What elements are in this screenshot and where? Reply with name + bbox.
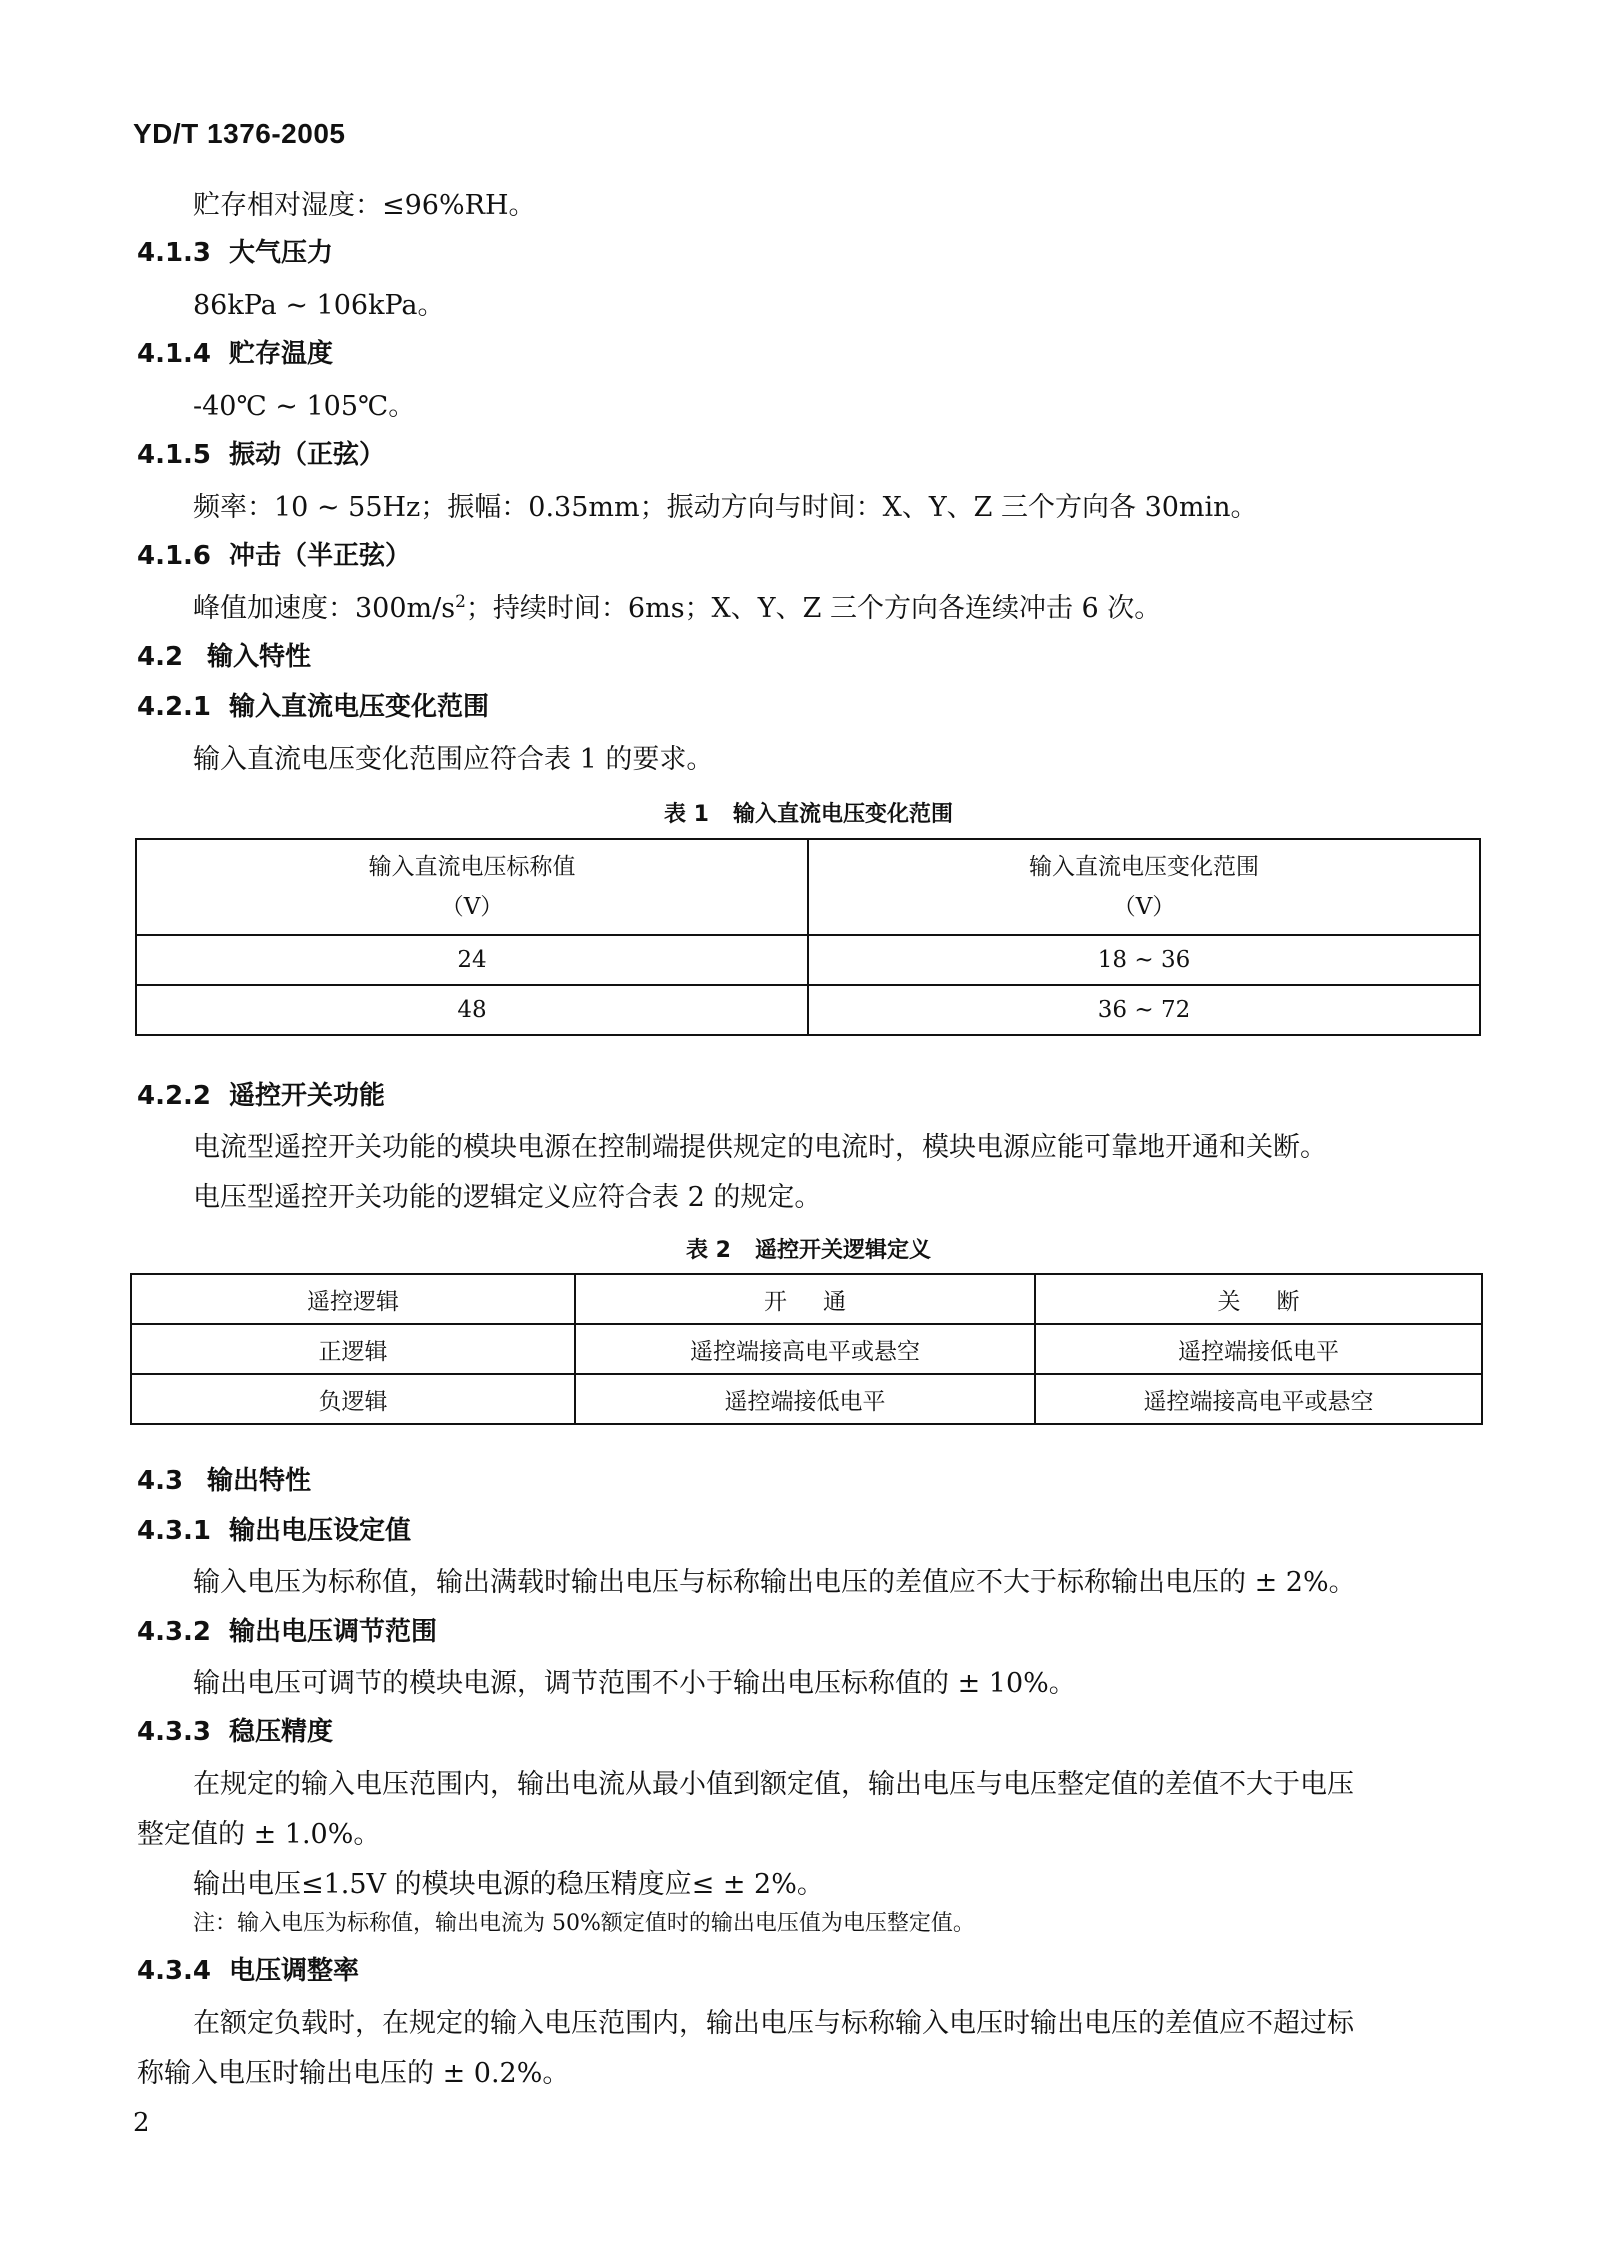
table-cell: 遥控端接高电平或悬空: [575, 1324, 1035, 1374]
section-4-3-3-text-1-line-1: 在规定的输入电压范围内，输出电流从最小值到额定值，输出电压与电压整定值的差值不大于电压: [193, 1769, 1354, 1800]
table-row: [131, 1374, 1482, 1424]
section-4-3-1-text: 输入电压为标称值，输出满载时输出电压与标称输出电压的差值应不大于标称输出电压的 ± 2%。: [193, 1567, 1356, 1598]
section-number: 4.1.5: [137, 440, 212, 470]
table-cell: 遥控端接高电平或悬空: [1035, 1374, 1482, 1424]
table-row: [131, 1324, 1482, 1374]
section-number: 4.3.4: [137, 1956, 212, 1986]
table-header-cell: [136, 839, 808, 935]
section-title: 大气压力: [229, 238, 334, 268]
standard-number: YD/T 1376-2005: [133, 118, 346, 149]
table-header-cell: 遥控逻辑: [131, 1274, 575, 1324]
column-header-unit: （V）: [440, 894, 504, 920]
table-row: [136, 985, 1480, 1035]
section-4-1-3-heading: [137, 232, 333, 269]
section-4-3-2-heading: [137, 1611, 437, 1648]
section-4-3-4-text-line-2: 称输入电压时输出电压的 ± 0.2%。: [137, 2058, 570, 2089]
section-number: 4.2: [137, 642, 184, 672]
section-4-2-2-heading: [137, 1075, 385, 1112]
section-title: 输出电压设定值: [229, 1516, 412, 1546]
section-title: 振动（正弦）: [229, 440, 386, 470]
section-4-1-6-heading: [137, 535, 411, 572]
table-header-cell: [1035, 1274, 1482, 1324]
section-4-1-5-text: 频率：10 ~ 55Hz；振幅：0.35mm；振动方向与时间：X、Y、Z 三个方向各 30min。: [193, 492, 1258, 523]
column-header-label: 输入直流电压变化范围: [1029, 854, 1259, 880]
section-title: 稳压精度: [229, 1717, 334, 1747]
shock-text-after: ；持续时间：6ms；X、Y、Z 三个方向各连续冲击 6 次。: [465, 593, 1162, 624]
section-title: 冲击（半正弦）: [229, 541, 412, 571]
table-1: [135, 838, 1481, 1036]
section-4-2-2-text-1: 电流型遥控开关功能的模块电源在控制端提供规定的电流时，模块电源应能可靠地开通和关断。: [193, 1132, 1327, 1163]
section-number: 4.3: [137, 1466, 184, 1496]
section-title: 输入特性: [207, 642, 312, 672]
table-header-cell: [808, 839, 1480, 935]
section-4-2-2-text-2: 电压型遥控开关功能的逻辑定义应符合表 2 的规定。: [193, 1182, 822, 1213]
page-number: 2: [133, 2108, 150, 2138]
column-header-unit: （V）: [1112, 894, 1176, 920]
section-4-2-1-text: 输入直流电压变化范围应符合表 1 的要求。: [193, 744, 714, 775]
section-4-3-1-heading: [137, 1510, 411, 1547]
table-header-cell: [575, 1274, 1035, 1324]
table-cell: 36 ~ 72: [808, 985, 1480, 1035]
section-4-3-4-heading: [137, 1950, 359, 1987]
section-title: 输入直流电压变化范围: [229, 692, 490, 722]
section-number: 4.3.2: [137, 1617, 212, 1647]
shock-text-before: 峰值加速度：300m/s: [193, 593, 456, 624]
section-4-2-1-heading: [137, 686, 489, 723]
section-number: 4.2.2: [137, 1081, 212, 1111]
section-number: 4.1.3: [137, 238, 212, 268]
section-number: 4.2.1: [137, 692, 212, 722]
table-2: [130, 1273, 1483, 1425]
section-title: 输出电压调节范围: [229, 1617, 438, 1647]
section-4-1-4-text: -40℃ ~ 105℃。: [193, 391, 416, 422]
column-header-label: 输入直流电压标称值: [368, 854, 576, 880]
section-title: 输出特性: [207, 1466, 312, 1496]
exponent: 2: [455, 592, 466, 612]
section-number: 4.3.3: [137, 1717, 212, 1747]
section-title: 遥控开关功能: [229, 1081, 386, 1111]
column-header-label: 开通: [764, 1288, 882, 1315]
table-cell: 负逻辑: [131, 1374, 575, 1424]
section-4-1-5-heading: [137, 434, 385, 471]
table-caption-number: 表 1: [664, 802, 709, 827]
section-4-3-4-text-line-1: 在额定负载时，在规定的输入电压范围内，输出电压与标称输入电压时输出电压的差值应不超过标: [193, 2008, 1354, 2039]
section-number: 4.1.4: [137, 339, 212, 369]
table-cell: 遥控端接低电平: [1035, 1324, 1482, 1374]
table-row: [136, 935, 1480, 985]
storage-humidity-text: 贮存相对湿度：≤96%RH。: [193, 190, 536, 221]
table-cell: 18 ~ 36: [808, 935, 1480, 985]
table-caption-number: 表 2: [686, 1238, 731, 1263]
section-4-3-2-text: 输出电压可调节的模块电源，调节范围不小于输出电压标称值的 ± 10%。: [193, 1668, 1076, 1699]
table-header-row: [136, 839, 1480, 935]
section-4-3-3-heading: [137, 1711, 333, 1748]
section-4-3-3-text-2: 输出电压≤1.5V 的模块电源的稳压精度应≤ ± 2%。: [193, 1869, 824, 1900]
table-1-caption: [0, 797, 1617, 828]
section-4-2-heading: [137, 636, 311, 673]
section-4-3-3-text-1-line-2: 整定值的 ± 1.0%。: [137, 1819, 381, 1850]
table-cell: 24: [136, 935, 808, 985]
table-header-row: [131, 1274, 1482, 1324]
section-4-3-3-note: 注：输入电压为标称值，输出电流为 50%额定值时的输出电压值为电压整定值。: [193, 1911, 975, 1936]
table-cell: 遥控端接低电平: [575, 1374, 1035, 1424]
section-4-1-6-text: [193, 586, 1161, 625]
table-cell: 正逻辑: [131, 1324, 575, 1374]
table-2-caption: [0, 1233, 1617, 1264]
section-number: 4.1.6: [137, 541, 212, 571]
table-cell: 48: [136, 985, 808, 1035]
section-title: 电压调整率: [229, 1956, 360, 1986]
section-title: 贮存温度: [229, 339, 334, 369]
section-number: 4.3.1: [137, 1516, 212, 1546]
section-4-1-3-text: 86kPa ~ 106kPa。: [193, 290, 445, 321]
column-header-label: 关断: [1217, 1288, 1336, 1315]
section-4-1-4-heading: [137, 333, 333, 370]
section-4-3-heading: [137, 1460, 311, 1497]
table-caption-title: 遥控开关逻辑定义: [754, 1238, 931, 1263]
table-caption-title: 输入直流电压变化范围: [732, 802, 953, 827]
